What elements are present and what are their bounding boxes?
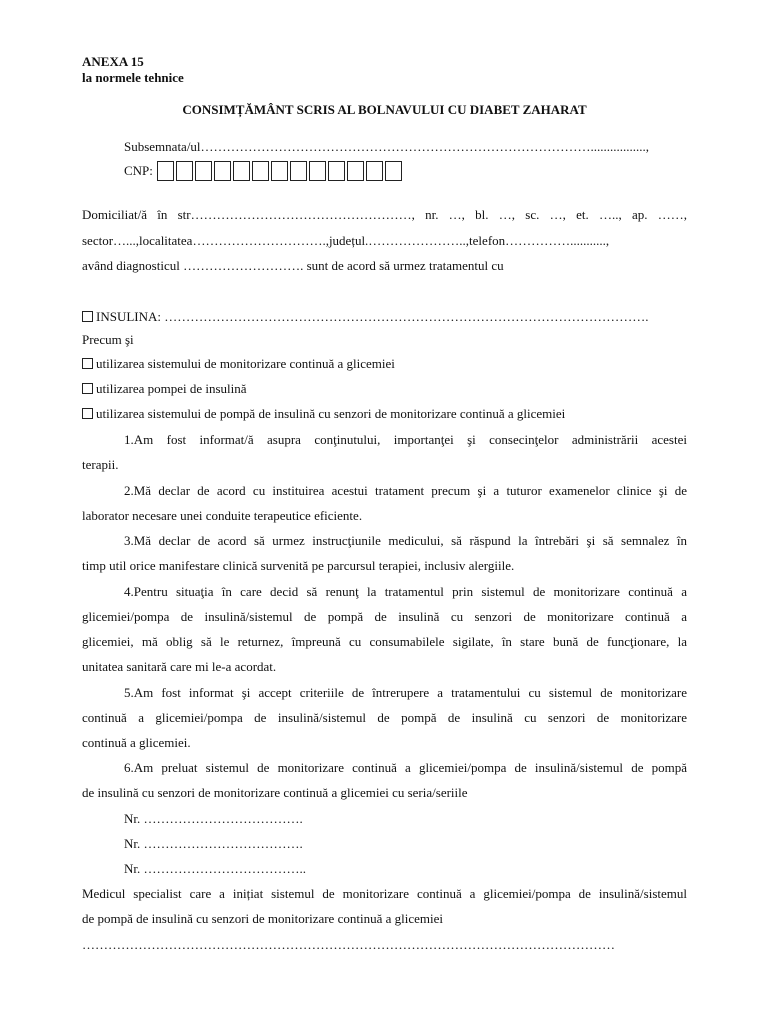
cnp-row — [124, 160, 404, 182]
cnp-digit-box[interactable] — [157, 161, 174, 181]
serial-line-3: Nr. ……………………………….. — [124, 861, 306, 876]
option-pump-sensor-label: utilizarea sistemului de pompă de insulină cu senzori de monitorizare continuă a glicemiei — [96, 406, 566, 421]
checkbox-icon — [82, 311, 93, 322]
option-insulina-label: INSULINA: …………………………………………………………………………………………………. — [96, 309, 649, 324]
option-insulina — [82, 308, 687, 325]
cnp-label: CNP: — [124, 163, 153, 178]
cnp-digit-box[interactable] — [328, 161, 345, 181]
point-3-line-2: timp util orice manifestare clinică survenită pe parcursul terapiei, inclusiv alergiile. — [82, 558, 515, 573]
cnp-digit-box[interactable] — [366, 161, 383, 181]
point-1-line-1: 1.Am fost informat/ă asupra conţinutului, importanţei şi consecinţelor administrării acestei — [124, 432, 687, 447]
option-pump-sensor — [82, 405, 687, 422]
annex-number: ANEXA 15 — [82, 54, 144, 69]
cnp-digit-box[interactable] — [309, 161, 326, 181]
serial-line-2: Nr. ………………………………. — [124, 836, 303, 851]
point-4-line-3: glicemiei, mă oblig să le returnez, împreună cu consumabilele sigilate, în stare bună de funcţionare, la — [82, 634, 687, 649]
point-4-line-4: unitatea sanitară care mi le-a acordat. — [82, 659, 277, 674]
serial-line-1: Nr. ………………………………. — [124, 811, 303, 826]
cnp-digit-box[interactable] — [290, 161, 307, 181]
point-5-line-2: continuă a glicemiei/pompa de insulină/sistemul de pompă de insulină cu senzori de monitorizare — [82, 710, 687, 725]
point-5-line-3: continuă a glicemiei. — [82, 735, 191, 750]
annex-subtitle: la normele tehnice — [82, 70, 184, 85]
diagnostic-line: având diagnosticul ………………………. sunt de acord să urmez tratamentul cu — [82, 258, 504, 273]
cnp-digit-box[interactable] — [252, 161, 269, 181]
domiciliu-line: Domiciliat/ă în str……………………………………………, nr. …, bl. …, sc. …, et. ….., ap. ……, — [82, 207, 687, 222]
subsemnat-line: Subsemnata/ul………………………………………………………………………………................., — [124, 139, 650, 154]
cnp-digit-box[interactable] — [233, 161, 250, 181]
cnp-boxes — [157, 161, 404, 181]
point-4-line-2: glicemiei/pompa de insulină/sistemul de pompă de insulină cu senzori de monitorizare continuă a — [82, 609, 687, 624]
doctor-line-1: Medicul specialist care a inițiat sistemul de monitorizare continuă a glicemiei/pompa de insulină/sistemul — [82, 886, 687, 901]
cnp-digit-box[interactable] — [271, 161, 288, 181]
option-cgm-label: utilizarea sistemului de monitorizare continuă a glicemiei — [96, 356, 395, 371]
cnp-digit-box[interactable] — [195, 161, 212, 181]
point-5-line-1: 5.Am fost informat şi accept criteriile de întrerupere a tratamentului cu sistemul de monitorizare — [124, 685, 687, 700]
point-3-line-1: 3.Mă declar de acord să urmez instrucţiunile medicului, să răspund la întrebări şi să semnalez în — [124, 533, 687, 548]
cnp-digit-box[interactable] — [214, 161, 231, 181]
point-2-line-2: laborator necesare unei conduite terapeutice eficiente. — [82, 508, 363, 523]
precum-label: Precum şi — [82, 332, 134, 347]
point-6-line-2: de insulină cu senzori de monitorizare continuă a glicemiei cu seria/seriile — [82, 785, 468, 800]
option-cgm — [82, 355, 687, 372]
checkbox-icon — [82, 383, 93, 394]
checkbox-icon — [82, 358, 93, 369]
point-4-line-1: 4.Pentru situaţia în care decid să renunţ la tratamentul prin sistemul de monitorizare continuă a — [124, 584, 687, 599]
point-6-line-1: 6.Am preluat sistemul de monitorizare continuă a glicemiei/pompa de insulină/sistemul de pompă — [124, 760, 687, 775]
cnp-digit-box[interactable] — [385, 161, 402, 181]
cnp-digit-box[interactable] — [347, 161, 364, 181]
cnp-digit-box[interactable] — [176, 161, 193, 181]
point-1-line-2: terapii. — [82, 457, 119, 472]
option-pump — [82, 380, 687, 397]
document-title: CONSIMȚĂMÂNT SCRIS AL BOLNAVULUI CU DIABET ZAHARAT — [182, 102, 587, 117]
point-2-line-1: 2.Mă declar de acord cu instituirea acestui tratament precum şi a tuturor examenelor clinice şi de — [124, 483, 687, 498]
option-pump-label: utilizarea pompei de insulină — [96, 381, 247, 396]
doctor-signature-dots: …………………………………………………………………………………………………………… — [82, 937, 615, 952]
doctor-line-2: de pompă de insulină cu senzori de monitorizare continuă a glicemiei — [82, 911, 443, 926]
sector-line: sector…...,localitatea………………………….,județul.…………………..,telefon……………..........., — [82, 233, 610, 248]
checkbox-icon — [82, 408, 93, 419]
